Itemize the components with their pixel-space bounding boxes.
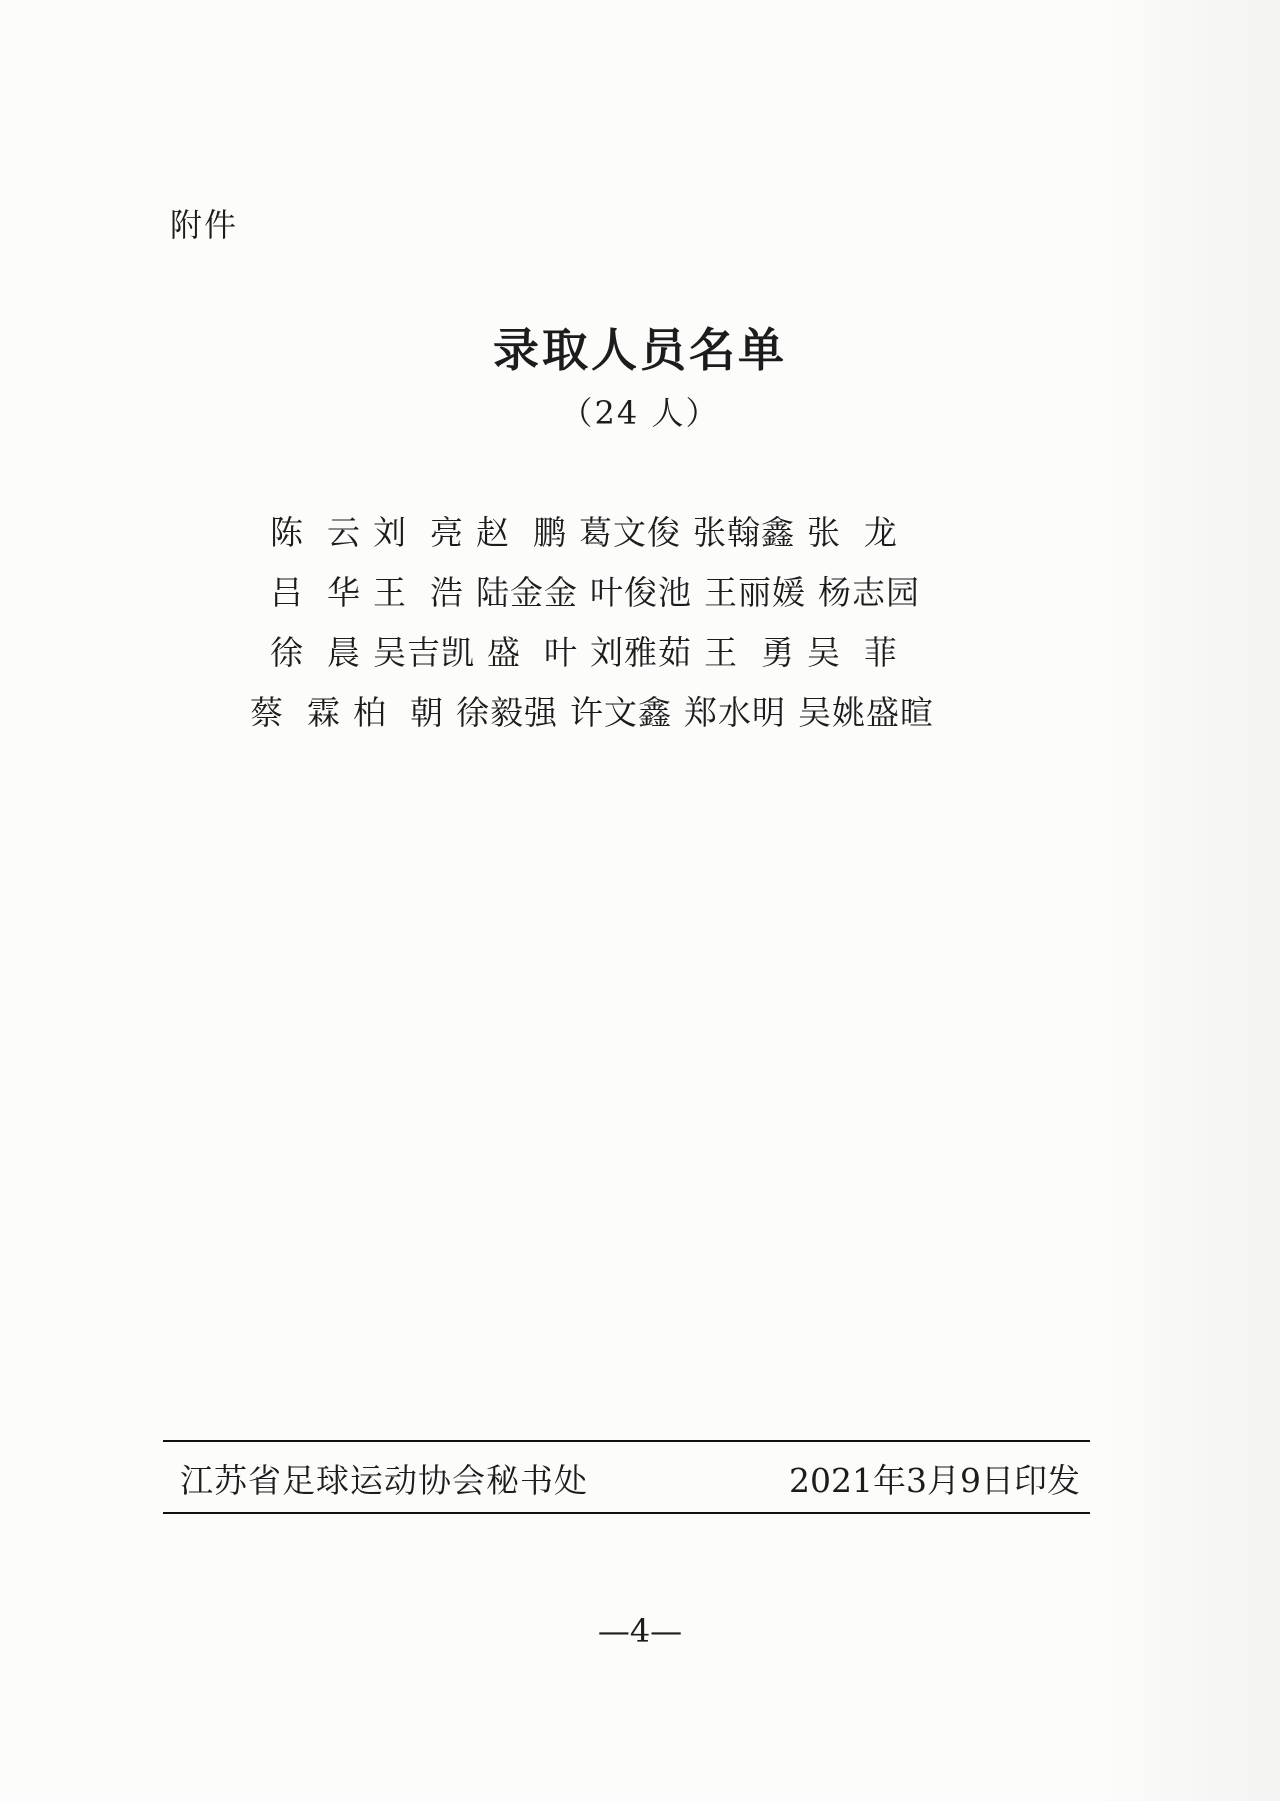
name-entry: 葛文俊 (578, 512, 681, 552)
name-entry: 陈 云 (270, 512, 361, 552)
name-entry: 柏 朝 (352, 692, 444, 732)
document-subtitle: （24 人） (560, 394, 720, 432)
document-footer (180, 1455, 1080, 1502)
footer-bottom-rule (163, 1512, 1090, 1514)
name-entry: 张 龙 (806, 512, 898, 552)
name-entry: 徐毅强 (455, 692, 558, 732)
name-entry: 王丽媛 (703, 572, 806, 612)
name-entry: 吕 华 (270, 572, 361, 612)
name-entry: 刘 亮 (372, 512, 464, 552)
name-entry: 刘雅茹 (589, 632, 692, 672)
attachment-label: 附件 (170, 206, 239, 244)
name-entry: 陆金金 (475, 572, 578, 612)
name-row (270, 560, 1030, 620)
name-entry: 盛 叶 (486, 632, 578, 672)
name-entry: 郑水明 (683, 692, 786, 732)
footer-top-rule (163, 1440, 1090, 1442)
name-entry: 叶俊池 (589, 572, 692, 612)
name-entry: 吴吉凯 (372, 632, 475, 672)
name-entry: 杨志园 (817, 572, 920, 612)
name-entry: 赵 鹏 (475, 512, 567, 552)
name-row (270, 500, 1030, 560)
name-row (250, 680, 1030, 740)
name-entry: 吴 菲 (806, 632, 898, 672)
name-row (270, 620, 1030, 680)
document-title: 录取人员名单 (493, 323, 787, 377)
name-entry: 许文鑫 (569, 692, 672, 732)
name-entry: 王 浩 (372, 572, 464, 612)
issue-date: 2021年3月9日印发 (789, 1461, 1080, 1500)
name-entry: 徐 晨 (270, 632, 361, 672)
name-entry: 张翰鑫 (692, 512, 795, 552)
admitted-names-list (250, 500, 1030, 740)
scan-shading (1090, 0, 1280, 1801)
issuing-organization: 江苏省足球运动协会秘书处 (180, 1461, 588, 1500)
name-entry: 王 勇 (703, 632, 795, 672)
page-number: —4— (597, 1612, 683, 1650)
name-entry: 吴姚盛暄 (797, 692, 934, 732)
name-entry: 蔡 霖 (250, 692, 341, 732)
